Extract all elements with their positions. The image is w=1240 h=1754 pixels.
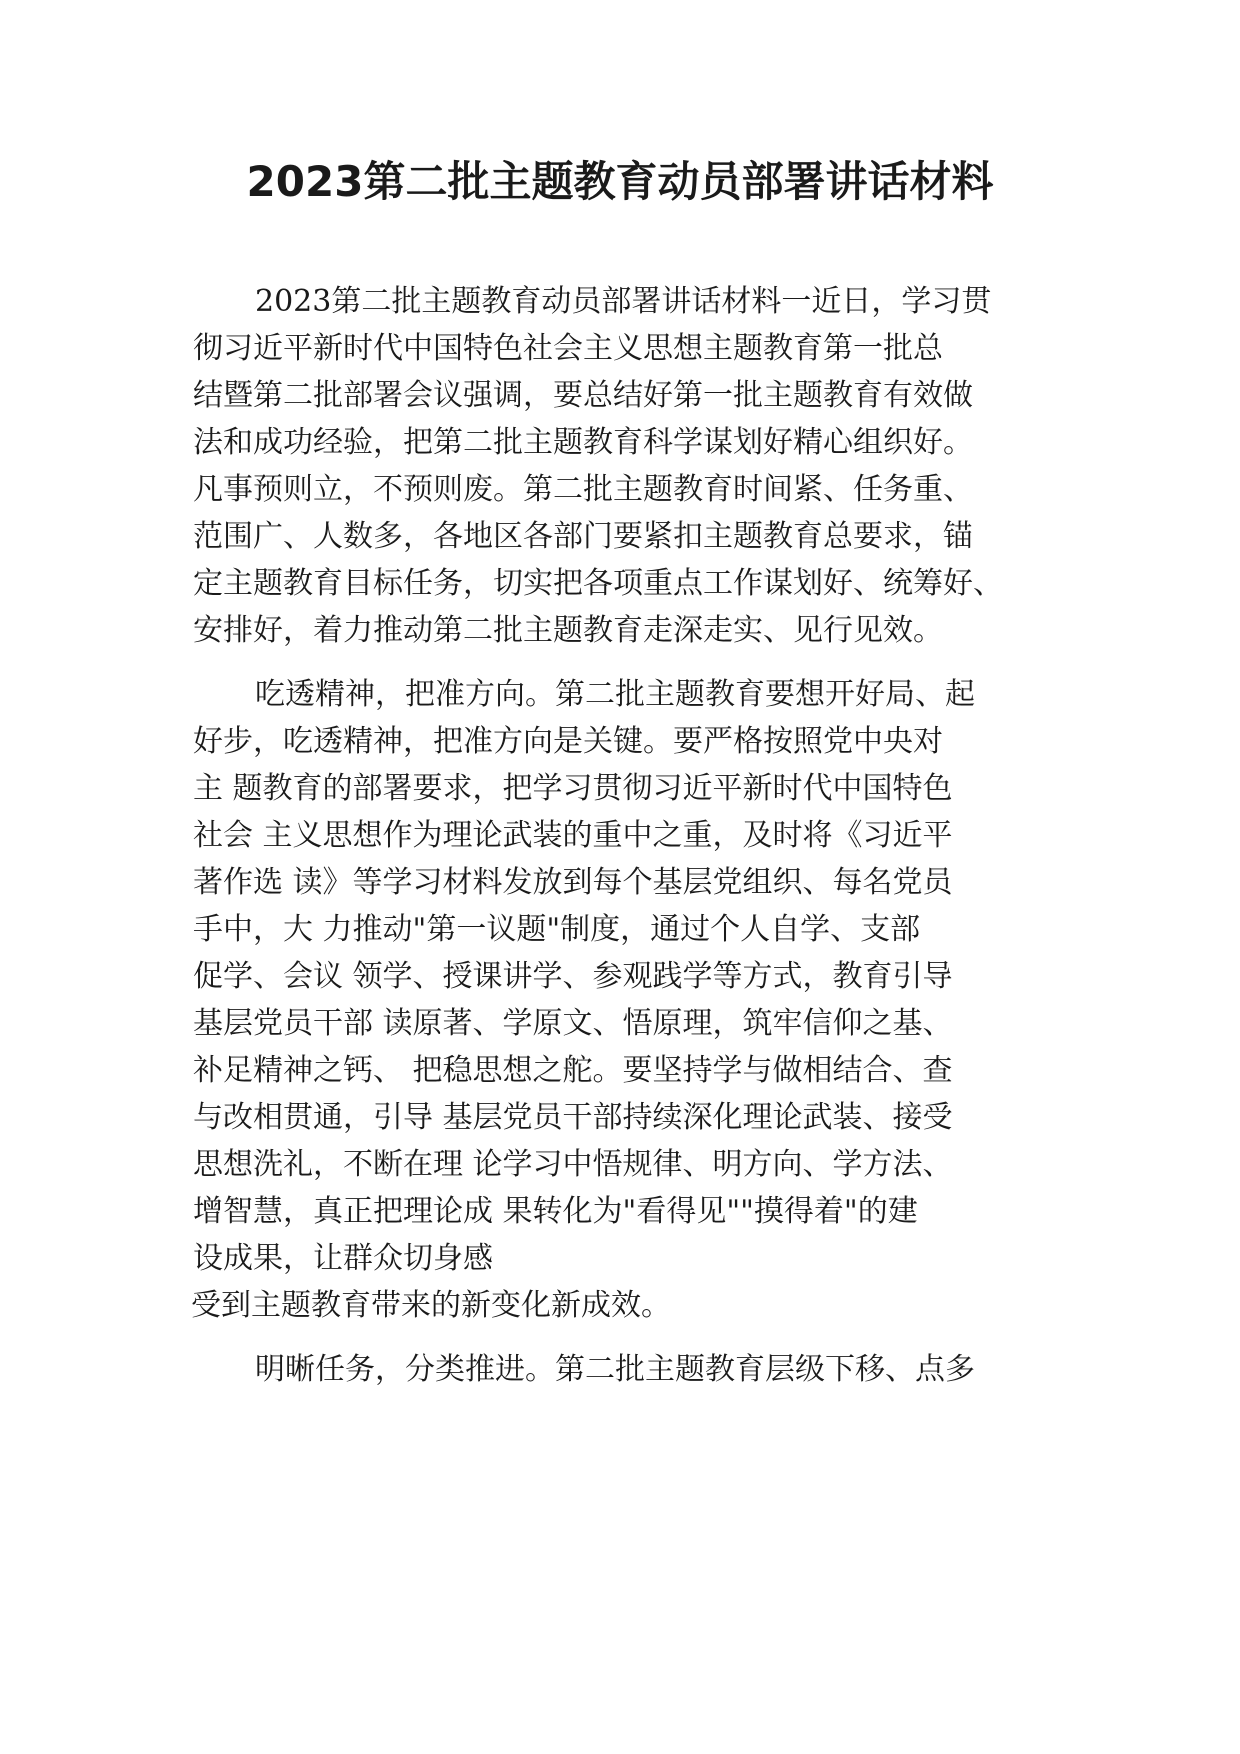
text-line: 明晰任务，分类推进。第二批主题教育层级下移、点多 [255, 1352, 975, 1387]
text-line: 受到主题教育带来的新变化新成效。 [191, 1288, 671, 1323]
text-line: 吃透精神，把准方向。第二批主题教育要想开好局、起 [255, 677, 975, 712]
text-line: 法和成功经验，把第二批主题教育科学谋划好精心组织好。 [193, 425, 973, 460]
text-line: 促学、会议 领学、授课讲学、参观践学等方式，教育引导 [193, 959, 953, 994]
text-line: 补足精神之钙、 把稳思想之舵。要坚持学与做相结合、查 [193, 1053, 953, 1088]
paragraph [193, 671, 1055, 1329]
text-line: 结暨第二批部署会议强调，要总结好第一批主题教育有效做 [193, 378, 973, 413]
document-body [193, 278, 1055, 1393]
text-line: 社会 主义思想作为理论武装的重中之重，及时将《习近平 [193, 818, 953, 853]
text-line: 安排好，着力推动第二批主题教育走深走实、见行见效。 [193, 613, 943, 648]
text-line: 范围广、人数多，各地区各部门要紧扣主题教育总要求，锚 [193, 519, 973, 554]
text-line: 手中，大 力推动"第一议题"制度，通过个人自学、支部 [193, 912, 921, 947]
paragraph [193, 278, 1055, 654]
text-line: 好步，吃透精神，把准方向是关键。要严格按照党中央对 [193, 724, 943, 759]
text-line: 著作选 读》等学习材料发放到每个基层党组织、每名党员 [193, 865, 953, 900]
text-line: 定主题教育目标任务，切实把各项重点工作谋划好、统筹好、 [193, 566, 1003, 601]
text-line: 设成果，让群众切身感 [193, 1241, 493, 1276]
text-line: 增智慧，真正把理论成 果转化为"看得见""摸得着"的建 [193, 1194, 918, 1229]
text-line: 思想洗礼，不断在理 论学习中悟规律、明方向、学方法、 [193, 1147, 953, 1182]
text-line: 2023第二批主题教育动员部署讲话材料一近日，学习贯 [255, 284, 992, 319]
text-line: 与改相贯通，引导 基层党员干部持续深化理论武装、接受 [193, 1100, 953, 1135]
text-line: 彻习近平新时代中国特色社会主义思想主题教育第一批总 [193, 331, 943, 366]
text-line: 基层党员干部 读原著、学原文、悟原理，筑牢信仰之基、 [193, 1006, 953, 1041]
text-line: 主 题教育的部署要求，把学习贯彻习近平新时代中国特色 [193, 771, 953, 806]
text-line: 凡事预则立，不预则废。第二批主题教育时间紧、任务重、 [193, 472, 973, 507]
paragraph [193, 1346, 1055, 1393]
document-title: 2023第二批主题教育动员部署讲话材料 [246, 157, 994, 206]
